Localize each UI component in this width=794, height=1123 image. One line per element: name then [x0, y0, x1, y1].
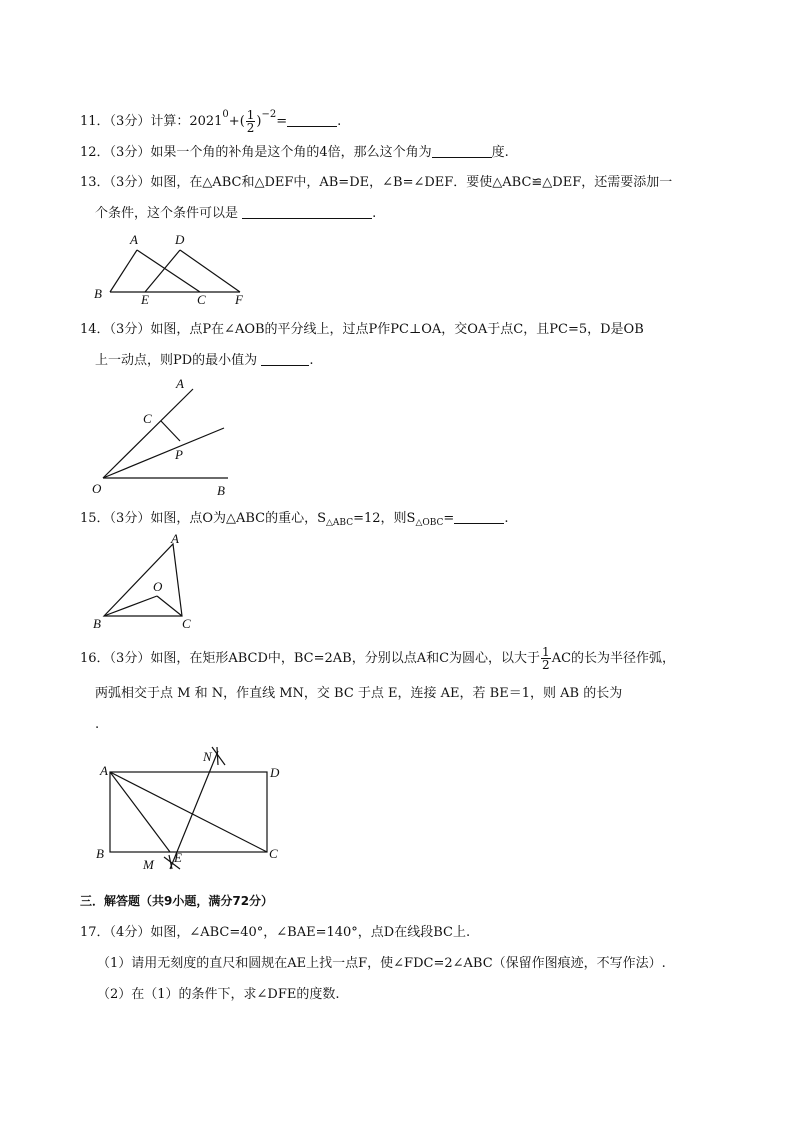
q13-text: 个条件，这个条件可以是 — [95, 206, 239, 221]
q16-label-D: D — [270, 765, 280, 780]
question-16-line1 — [80, 646, 675, 671]
question-17-line1: 17．（4分）如图，∠ABC=40°，∠BAE=140°，点D在线段BC上. — [80, 925, 471, 940]
q15-mid: =12，则S — [353, 511, 416, 526]
q16-figure — [90, 745, 290, 875]
q11-frac-num: 1 — [246, 108, 255, 122]
q14-label-O: O — [92, 481, 102, 496]
question-17-line3: （2）在（1）的条件下，求∠DFE的度数. — [97, 987, 340, 1002]
q11-prefix: 11．（3分）计算： — [80, 114, 190, 129]
q14-text: 上一动点，则PD的最小值为 — [95, 353, 258, 368]
q13-label-B: B — [94, 286, 102, 301]
q16-line1b: AC的长为半径作弧， — [551, 651, 676, 666]
q16-label-B: B — [96, 846, 104, 861]
q14-label-A: A — [176, 376, 184, 391]
q12-text: 12．（3分）如果一个角的补角是这个角的4倍，那么这个角为 — [80, 145, 432, 160]
question-14-line2 — [95, 352, 313, 370]
q16-line1a: 16．（3分）如图，在矩形ABCD中，BC=2AB，分别以点A和C为圆心，以大于 — [80, 651, 541, 666]
q13-label-F: F — [235, 292, 243, 307]
question-13-line2 — [95, 205, 376, 223]
q15-label-B: B — [93, 616, 101, 631]
q16-label-E: E — [174, 850, 182, 865]
q13-answer-blank — [242, 205, 372, 219]
q15-sub1: △ABC — [326, 518, 354, 528]
q15-label-A: A — [171, 531, 179, 546]
q11-answer-blank — [287, 113, 337, 127]
q16-frac-num: 1 — [542, 645, 550, 659]
q15-end: . — [504, 511, 509, 526]
q11-end: . — [337, 114, 342, 129]
q15-pre: 15．（3分）如图，点O为△ABC的重心，S — [80, 511, 327, 526]
q14-label-P: P — [175, 447, 183, 462]
q13-label-A: A — [130, 232, 138, 247]
q16-fraction — [541, 646, 551, 671]
q12-answer-blank — [432, 144, 492, 158]
q12-end: 度. — [491, 145, 509, 160]
q16-label-M: M — [143, 857, 154, 872]
section-3-title: 三．解答题（共9小题，满分72分） — [80, 894, 274, 908]
question-14-line1: 14．（3分）如图，点P在∠AOB的平分线上，过点P作PC⊥OA，交OA于点C，且PC=5，D是OB — [80, 322, 644, 337]
q15-sub2: △OBC — [415, 518, 444, 528]
question-15 — [80, 510, 508, 532]
q14-label-B: B — [217, 483, 225, 498]
q13-figure — [90, 230, 260, 310]
question-17-line2: （1）请用无刻度的直尺和圆规在AE上找一点F，使∠FDC=2∠ABC（保留作图痕迹，不写作法）. — [97, 956, 666, 971]
q14-label-C: C — [143, 411, 152, 426]
q11-fraction — [246, 109, 256, 134]
q11-plus: +( — [228, 114, 245, 129]
q16-frac-den: 2 — [542, 658, 550, 672]
question-16-line2: 两弧相交于点 M 和 N，作直线 MN，交 BC 于点 E，连接 AE，若 BE＝1，则 AB 的长为 — [95, 686, 623, 701]
q11-eq: = — [276, 114, 288, 129]
q13-label-C: C — [197, 292, 206, 307]
question-13-line1: 13．（3分）如图，在△ABC和△DEF中，AB=DE，∠B=∠DEF．要使△ABC≌△DEF，还需要添加一 — [80, 175, 673, 190]
q16-label-A: A — [100, 763, 108, 778]
q15-answer-blank — [454, 510, 504, 524]
q11-exp: −2 — [261, 109, 277, 120]
q11-exp0: 0 — [222, 109, 229, 120]
q15-figure — [90, 530, 200, 630]
q14-end: . — [309, 353, 314, 368]
q14-figure — [88, 375, 238, 500]
q16-label-N: N — [203, 749, 212, 764]
q16-label-C: C — [269, 846, 278, 861]
q13-label-D: D — [175, 232, 185, 247]
q13-end: . — [372, 206, 377, 221]
q11-frac-den: 2 — [246, 121, 255, 135]
q15-eq: = — [443, 511, 455, 526]
q13-label-E: E — [141, 292, 149, 307]
q15-label-O: O — [153, 579, 163, 594]
q11-base: 2021 — [189, 114, 223, 129]
question-11 — [80, 109, 341, 134]
question-16-line3: . — [95, 717, 100, 732]
q11-rparen: ) — [256, 114, 262, 129]
q14-answer-blank — [261, 352, 309, 366]
question-12 — [80, 144, 509, 162]
q15-label-C: C — [182, 616, 191, 631]
